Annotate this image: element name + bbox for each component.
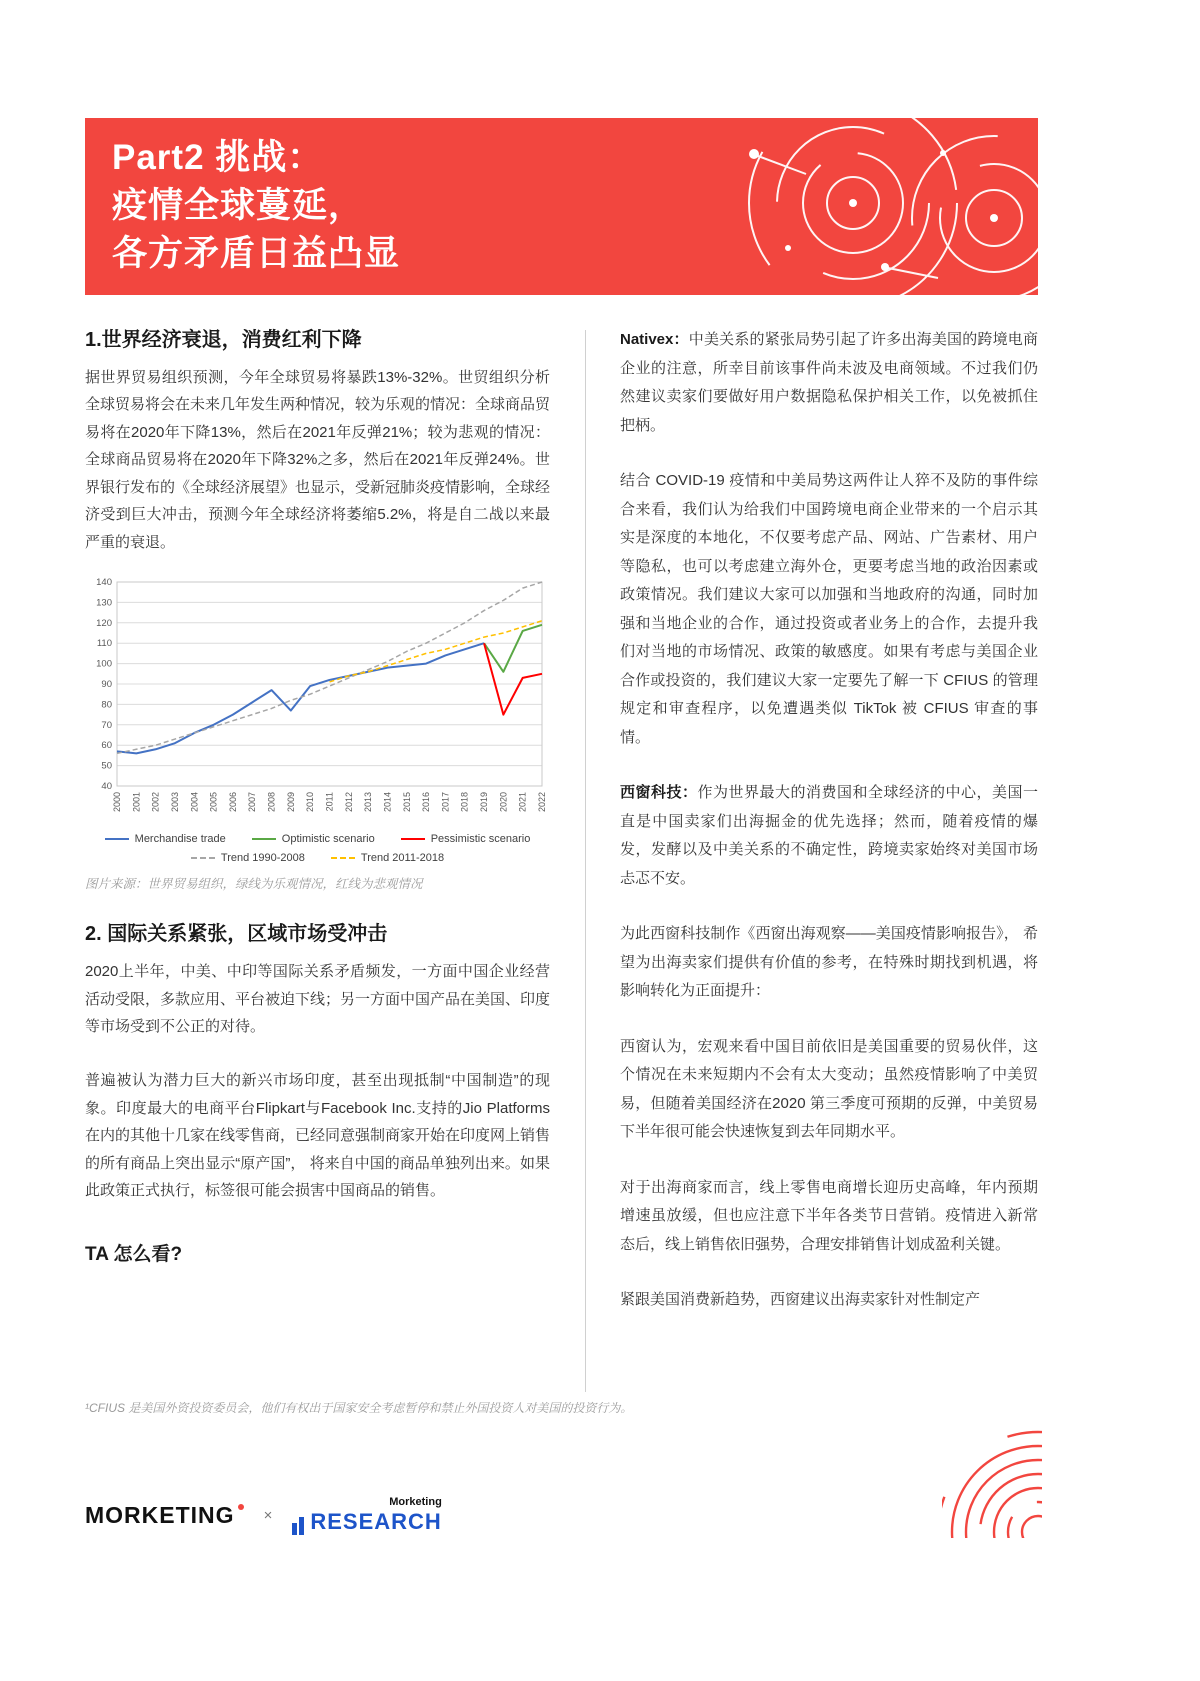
svg-text:2001: 2001 [131, 792, 142, 813]
section-2-para1: 2020上半年，中美、中印等国际关系矛盾频发，一方面中国企业经营活动受限，多款应用、平台被迫下线；另一方面中国产品在美国、印度等市场受到不公正的对待。 [85, 963, 551, 1035]
paragraph-text: 作为世界最大的消费国和全球经济的中心，美国一直是中国卖家们出海掘金的优先选择；然而，随着疫情的爆发，发酵以及中美关系的不确定性，跨境卖家始终对美国市场忐忑不安。 [620, 784, 1038, 887]
paragraph-xichuang [620, 779, 1038, 893]
morketing-research-logo [292, 1496, 441, 1535]
svg-text:50: 50 [101, 760, 112, 772]
logo-separator: × [263, 1507, 273, 1524]
paragraph-text: 西窗认为，宏观来看中国目前依旧是美国重要的贸易伙伴，这个情况在未来短期内不会有太大变动；虽然疫情影响了中美贸易，但随着美国经济在2020 第三季度可预期的反弹，中美贸易下半年很可能会快速恢复到去年同期水平。 [620, 1037, 1038, 1140]
paragraph-lead: 西窗科技： [620, 784, 698, 801]
svg-text:100: 100 [96, 658, 112, 670]
footnote: ¹CFIUS 是美国外资投资委员会，他们有权出于国家安全考虑暂停和禁止外国投资人对美国的投资行为。 [85, 1401, 633, 1415]
paragraph-trend [620, 1286, 1038, 1315]
legend-label: Merchandise trade [134, 833, 226, 846]
svg-text:2008: 2008 [266, 792, 277, 813]
paragraph-retail [620, 1174, 1038, 1260]
ripple-decoration-icon [942, 1420, 1042, 1538]
legend-label: Trend 2011-2018 [360, 852, 445, 865]
svg-text:2006: 2006 [227, 792, 238, 813]
svg-text:130: 130 [96, 597, 112, 609]
section-1-body: 据世界贸易组织预测，今年全球贸易将暴跌13%-32%。世贸组织分析全球贸易将会在未来几年发生两种情况，较为乐观的情况：全球商品贸易将在2020年下降13%，然后在2021年反弹21%；较为悲观的情况：全球商品贸易将在2020年下降32%之多，然后在2021年反弹24%。世界银行发布的《全球经济展望》也显示，受新冠肺炎疫情影响，全球经济受到巨大冲击，预测今年全球经济将萎缩5.2%，将是自二战以来最严重的衰退。 [85, 369, 551, 551]
legend-item [191, 852, 305, 864]
svg-text:110: 110 [96, 638, 112, 650]
chart-caption: 图片来源：世界贸易组织，绿线为乐观情况，红线为悲观情况 [85, 877, 423, 892]
svg-text:2016: 2016 [421, 792, 432, 813]
svg-text:70: 70 [101, 719, 112, 731]
svg-text:40: 40 [101, 781, 112, 793]
svg-text:2021: 2021 [517, 792, 528, 813]
svg-text:2018: 2018 [459, 792, 470, 813]
section-1-heading: 1.世界经济衰退，消费红利下降 [85, 329, 362, 351]
paragraph-lead: Nativex： [620, 331, 689, 348]
paragraph-macro [620, 1033, 1038, 1147]
svg-text:2019: 2019 [479, 792, 490, 813]
svg-text:120: 120 [96, 617, 112, 629]
svg-text:140: 140 [96, 577, 112, 589]
paragraph-covid [620, 467, 1038, 752]
research-logo-top-text: Morketing [389, 1496, 442, 1508]
chart-legend [85, 833, 550, 864]
page-title-line1: Part2 挑战： [112, 138, 324, 177]
page-title [112, 134, 400, 278]
research-logo-main [292, 1509, 441, 1535]
paragraph-text: 对于出海商家而言，线上零售电商增长迎历史高峰，年内预期增速虽放缓，但也应注意下半年各类节日营销。疫情进入新常态后，线上销售依旧强势，合理安排销售计划成盈利关键。 [620, 1178, 1038, 1253]
ta-heading: TA 怎么看? [85, 1243, 183, 1265]
paragraph-nativex [620, 326, 1038, 440]
trade-chart-plot [85, 574, 550, 826]
svg-text:90: 90 [101, 679, 112, 691]
svg-text:2005: 2005 [208, 792, 219, 813]
paragraph-text: 结合 COVID-19 疫情和中美局势这两件让人猝不及防的事件综合来看，我们认为给我们中国跨境电商企业带来的一个启示其实是深度的本地化，不仅要考虑产品、网站、广告素材、用户等隐私，也可以考虑建立海外仓，更要考虑当地的政治因素或政策情况。我们建议大家可以加强和当地政府的沟通，同时加强和当地企业的合作，通过投资或者业务上的合作，去提升我们对当地的市场情况、政策的敏感度。如果有考虑与美国企业合作或投资的，我们建议大家一定要先了解一下 CFIUS 的管理规定和审查程序，以免遭遇类似 TikTok 被 CFIUS 审查的事情。 [620, 472, 1038, 746]
legend-swatch [401, 838, 425, 840]
svg-text:2010: 2010 [305, 792, 316, 813]
paragraph-text: 为此西窗科技制作《西窗出海观察——美国疫情影响报告》， 希望为出海卖家们提供有价值的参考，在特殊时期找到机遇，将影响转化为正面提升： [620, 925, 1038, 999]
svg-text:2017: 2017 [440, 792, 451, 813]
logo-red-dot-icon [238, 1504, 244, 1510]
legend-item [105, 833, 226, 845]
footer [85, 1496, 442, 1535]
svg-text:2011: 2011 [324, 792, 335, 812]
legend-swatch [191, 857, 215, 859]
morketing-logo [85, 1502, 244, 1529]
svg-text:2015: 2015 [401, 792, 412, 813]
trade-chart [85, 574, 550, 864]
svg-text:2014: 2014 [382, 792, 393, 813]
svg-text:2007: 2007 [247, 792, 258, 813]
svg-text:2022: 2022 [537, 792, 547, 813]
svg-text:2009: 2009 [285, 792, 296, 813]
legend-swatch [252, 838, 276, 840]
page-title-line3: 各方矛盾日益凸显 [112, 234, 401, 273]
svg-text:2000: 2000 [112, 792, 122, 813]
header-banner [85, 118, 1038, 295]
right-column [620, 326, 1038, 1392]
left-column [85, 326, 550, 1392]
legend-item [331, 852, 444, 864]
research-bars-icon [292, 1517, 306, 1535]
circles-decoration-icon [638, 118, 1038, 295]
legend-label: Optimistic scenario [281, 833, 375, 846]
svg-text:2004: 2004 [189, 792, 200, 813]
research-logo-text: RESEARCH [310, 1509, 442, 1534]
svg-text:2003: 2003 [169, 792, 180, 813]
column-divider [585, 330, 586, 1392]
legend-item [252, 833, 375, 845]
svg-text:2013: 2013 [363, 792, 374, 813]
legend-row [85, 833, 550, 845]
section-2-heading: 2. 国际关系紧张，区域市场受冲击 [85, 923, 388, 946]
svg-text:2020: 2020 [498, 792, 509, 813]
paragraph-report [620, 920, 1038, 1006]
legend-item [401, 833, 531, 845]
svg-text:2002: 2002 [150, 792, 161, 813]
content-columns [85, 326, 1038, 1392]
legend-row [85, 852, 550, 864]
svg-text:80: 80 [101, 699, 112, 711]
legend-label: Pessimistic scenario [430, 833, 531, 846]
legend-swatch [331, 857, 355, 859]
svg-text:2012: 2012 [343, 792, 354, 813]
svg-text:60: 60 [101, 740, 112, 752]
page-title-line2: 疫情全球蔓延， [112, 186, 365, 225]
legend-label: Trend 1990-2008 [220, 852, 305, 865]
legend-swatch [105, 838, 129, 840]
section-2-para2: 普遍被认为潜力巨大的新兴市场印度，甚至出现抵制“中国制造”的现象。印度最大的电商平台Flipkart与Facebook Inc.支持的Jio Platforms在内的其他十几家在线零售商，已经同意强制商家开始在印度网上销售的所有商品上突出显示“原产国”， 将来自中国的商品单独列出来。如果此政策正式执行，标签很可能会损害中国商品的销售。 [85, 1072, 551, 1200]
paragraph-text: 紧跟美国消费新趋势，西窗建议出海卖家针对性制定产 [620, 1291, 981, 1308]
morketing-logo-text: MORKETING [85, 1502, 235, 1528]
paragraph-text: 中美关系的紧张局势引起了许多出海美国的跨境电商企业的注意，所幸目前该事件尚未波及电商领域。不过我们仍然建议卖家们要做好用户数据隐私保护相关工作，以免被抓住把柄。 [620, 331, 1038, 434]
